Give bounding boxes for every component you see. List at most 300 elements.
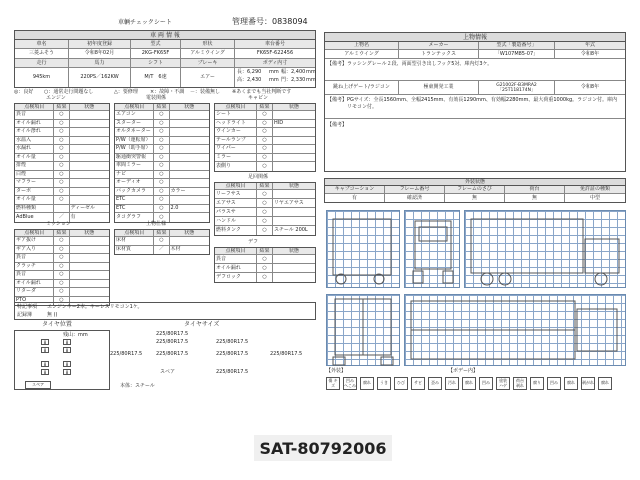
check-item-state xyxy=(70,120,109,129)
damage-icon: 凹み xyxy=(547,377,561,390)
tire-size-6: 225/80R17.5 xyxy=(216,351,249,357)
mission-title: ミッション xyxy=(46,221,71,227)
check-item-result: ／ xyxy=(154,246,169,255)
table-row xyxy=(15,162,109,171)
check-item-state xyxy=(70,246,109,255)
damage-icon: 凹み へこみ xyxy=(343,377,357,390)
table-row xyxy=(15,205,109,214)
check-item-result: ○ xyxy=(154,196,169,205)
damage-legend-interior: 【ボデー内】 xyxy=(448,368,479,374)
check-item-result: ○ xyxy=(54,254,69,263)
check-item-state xyxy=(170,171,209,180)
check-item-name: 床材質 xyxy=(115,246,154,255)
table-row xyxy=(115,162,209,171)
appearance-box xyxy=(324,178,626,203)
engine-header-cell: 点検項目 xyxy=(15,104,54,111)
damage-icon: 腐れ xyxy=(598,377,612,390)
damage-icon: ひび xyxy=(394,377,408,390)
body-width-unit: mm xyxy=(306,69,316,75)
check-item-name: 水温入 xyxy=(15,137,54,146)
check-item-name: クラッチ xyxy=(15,263,54,272)
check-item-result: ○ xyxy=(154,237,169,246)
check-item-state xyxy=(273,128,315,137)
check-item-result: ○ xyxy=(154,111,169,120)
truck-side-outline-left xyxy=(327,211,401,289)
check-item-result: ○ xyxy=(54,171,69,180)
check-item-state xyxy=(170,196,209,205)
check-item-state xyxy=(170,120,209,129)
table-row xyxy=(15,237,109,246)
check-item-result: ○ xyxy=(54,128,69,137)
mileage: 945km xyxy=(15,68,69,87)
table-row xyxy=(15,288,109,297)
upper_equip-header-cell: 状態 xyxy=(170,230,209,237)
check-item-state xyxy=(70,154,109,163)
upper-year: 令和8年 xyxy=(555,50,625,59)
truck-side-outline-right xyxy=(465,211,627,289)
check-item-result: ○ xyxy=(257,120,273,129)
check-item-name: リターダ xyxy=(15,288,54,297)
check-item-state xyxy=(70,128,109,137)
check-item-result: ○ xyxy=(154,154,169,163)
vehicle-info-row2-values xyxy=(15,68,315,87)
appearance-title: 外装状態 xyxy=(325,179,625,186)
check-item-result: ○ xyxy=(257,217,273,226)
upper-model: 「W107M85-07」 xyxy=(479,50,555,59)
legend-good: ◎：良好 xyxy=(14,89,34,95)
hdr-first-reg: 初年度登録 xyxy=(69,40,131,49)
def-title: デフ xyxy=(248,239,259,245)
check-item-name: 燃料種類 xyxy=(15,205,54,214)
table-row xyxy=(215,154,315,163)
table-row xyxy=(15,137,109,146)
check-item-name: ETC xyxy=(115,196,154,205)
damage-icons xyxy=(326,377,626,393)
hdr-mileage: 走行 xyxy=(15,59,69,68)
hdr-cab-caution: キャブコーション xyxy=(325,186,385,194)
cargo-bed: 無 xyxy=(505,194,565,202)
chassis-table xyxy=(214,182,316,236)
mission-table-header xyxy=(15,230,109,237)
check-item-result: ○ xyxy=(154,162,169,171)
check-item-state xyxy=(70,179,109,188)
truck-rear-outline xyxy=(327,295,401,367)
truck-front-diagram xyxy=(404,210,460,288)
check-item-result: ○ xyxy=(54,137,69,146)
upper-body-note1 xyxy=(325,59,625,81)
check-item-result xyxy=(54,205,69,214)
damage-icon: うき xyxy=(377,377,391,390)
check-item-state: 有 xyxy=(70,213,76,220)
hdr-frame-rust: フレームのさび xyxy=(445,186,505,194)
check-item-state xyxy=(273,154,315,163)
brake-type: エアー xyxy=(181,68,235,87)
tire-mark-rr1: 8 xyxy=(63,347,71,353)
table-row xyxy=(115,120,209,129)
check-item-result: ○ xyxy=(154,213,169,222)
records-label: 記録簿 xyxy=(17,312,33,318)
hdr-frame-no: フレーム番号 xyxy=(385,186,445,194)
table-row xyxy=(215,199,315,208)
check-item-name: オイル量 xyxy=(15,154,54,163)
check-item-name: パラスサ xyxy=(215,208,257,217)
check-item-name: オイル漏れ xyxy=(215,264,257,273)
electrical-title: 電装関係 xyxy=(146,95,167,101)
table-row xyxy=(215,264,315,273)
check-item-result: ○ xyxy=(54,280,69,289)
tire-size-8: 225/80R17.5 xyxy=(216,369,249,375)
tire-size-2: 225/80R17.5 xyxy=(156,339,189,345)
check-item-name: オイル漏れ xyxy=(15,120,54,129)
check-item-state xyxy=(273,255,315,264)
notes-label: 特記事項 xyxy=(17,304,38,310)
table-row xyxy=(115,128,209,137)
hdr-upper-maker: メーカー xyxy=(399,42,479,50)
stock-number: SAT-80792006 xyxy=(254,435,392,461)
check-item-result: ○ xyxy=(257,128,273,137)
tire-wheel-label: 本体：スチール xyxy=(120,383,155,389)
check-item-name: エアサス xyxy=(215,199,257,208)
hdr-upper-name: 上物名 xyxy=(325,42,399,50)
damage-icon: 汚れ xyxy=(445,377,459,390)
first-registration: 令和8年02月 xyxy=(69,49,131,59)
appearance-values xyxy=(325,194,625,202)
hdr-car-name: 車名 xyxy=(15,40,69,49)
mission-header-cell: 点検項目 xyxy=(15,230,54,237)
check-item-state xyxy=(70,111,109,120)
tire-mark-fr: 8 xyxy=(63,339,71,345)
check-item-name: マフラー xyxy=(15,179,54,188)
damage-icon: 歪み xyxy=(428,377,442,390)
table-row xyxy=(15,179,109,188)
check-item-state xyxy=(70,263,109,272)
sheet-title: 車輌チェックシート xyxy=(118,19,172,26)
frame-number: 確認済 xyxy=(385,194,445,202)
check-item-result: ○ xyxy=(154,145,169,154)
check-item-name: 白煙 xyxy=(15,171,54,180)
check-item-name: ヘッドライト xyxy=(215,120,257,129)
legend-caution: △：要修理 xyxy=(114,89,138,95)
note3-label: 【備考】 xyxy=(327,122,348,128)
table-row xyxy=(215,208,315,217)
engine-title: エンジン xyxy=(46,95,66,101)
table-row xyxy=(15,145,109,154)
check-item-name: タコグラフ xyxy=(115,213,154,222)
table-row xyxy=(15,120,109,129)
table-row xyxy=(215,111,315,120)
check-item-result: ○ xyxy=(54,271,69,280)
def-table xyxy=(214,247,316,283)
check-item-state xyxy=(70,145,109,154)
body-shape: アルミウイング xyxy=(181,49,235,59)
note2-label: 【備考】 xyxy=(327,97,348,103)
check-item-name: 異音 xyxy=(15,254,54,263)
check-item-state xyxy=(70,254,109,263)
check-item-state xyxy=(170,162,209,171)
chassis-header-cell: 点検項目 xyxy=(215,183,257,190)
body-width: 幅：2,400 xyxy=(281,69,306,75)
def-header-cell: 点検項目 xyxy=(215,248,257,255)
check-item-name: シート xyxy=(215,111,257,120)
legend-bad: ×：故障・不調 xyxy=(150,89,185,95)
check-item-name: ETC xyxy=(115,205,154,214)
upper-body-values xyxy=(325,50,625,59)
check-item-result: ○ xyxy=(257,145,273,154)
check-item-name: デフロック xyxy=(215,273,257,282)
check-item-result: ○ xyxy=(54,237,69,246)
table-row xyxy=(215,255,315,264)
tire-mark-rl2: 8 xyxy=(41,361,49,367)
check-item-result: ○ xyxy=(257,273,273,282)
table-row xyxy=(215,226,315,235)
cabin-table xyxy=(214,103,316,172)
table-row xyxy=(215,162,315,171)
table-row xyxy=(15,128,109,137)
damage-icon: 剥がれ xyxy=(581,377,595,390)
table-row xyxy=(15,154,109,163)
check-item-state xyxy=(273,162,315,171)
cabin-title: キャビン xyxy=(248,95,269,101)
check-item-name: ミラー xyxy=(215,154,257,163)
electrical-header-cell: 状態 xyxy=(170,104,209,111)
check-item-result: ○ xyxy=(54,111,69,120)
check-item-name: 異音 xyxy=(215,255,257,264)
table-row xyxy=(15,188,109,197)
table-row xyxy=(115,111,209,120)
table-row xyxy=(15,280,109,289)
check-item-state xyxy=(273,190,315,199)
check-item-state xyxy=(273,273,315,282)
check-item-state xyxy=(70,271,109,280)
check-item-result: ○ xyxy=(257,208,273,217)
body-length: 長：6,290 xyxy=(237,69,262,75)
cabin-table-header xyxy=(215,104,315,111)
chassis-number: FK65F-622456 xyxy=(235,49,315,59)
vehicle-info-row1-headers xyxy=(15,40,315,49)
tire-size-1: 225/80R17.5 xyxy=(156,331,189,337)
tire-size-grid xyxy=(110,330,316,390)
check-item-state xyxy=(170,237,209,246)
body-height-unit: mm xyxy=(269,77,279,83)
check-item-result: ○ xyxy=(257,255,273,264)
hdr-model: 型式 xyxy=(131,40,181,49)
electrical-header-cell: 結果 xyxy=(154,104,169,111)
table-row xyxy=(15,271,109,280)
check-item-name: 燃料タンク xyxy=(215,226,257,235)
check-item-state: 木材 xyxy=(170,246,181,253)
table-row xyxy=(215,120,315,129)
truck-top-outline xyxy=(405,295,627,367)
body-dimensions xyxy=(235,68,315,87)
check-item-state xyxy=(273,111,315,120)
check-item-name: オイル漏れ xyxy=(15,280,54,289)
license-type: 中型 xyxy=(589,194,600,201)
table-row xyxy=(215,217,315,226)
cabin-header-cell: 点検項目 xyxy=(215,104,257,111)
body-length-unit: mm xyxy=(269,69,279,75)
check-item-state xyxy=(170,145,209,154)
body-gate-height: 門：2,330 xyxy=(281,77,306,83)
check-item-state xyxy=(273,208,315,217)
body-gate-unit: mm xyxy=(306,77,316,83)
gate-row xyxy=(325,81,625,95)
tire-unit: 残山：mm xyxy=(63,332,88,338)
gate-maker: 極東開発工業 xyxy=(399,81,479,95)
engine-table xyxy=(14,103,110,223)
check-item-state: カラー xyxy=(170,188,209,197)
frame-rust: 無 xyxy=(445,194,505,202)
check-item-state: HID xyxy=(273,120,315,129)
check-item-name: リーフサス xyxy=(215,190,257,199)
check-item-state xyxy=(170,179,209,188)
table-row xyxy=(215,273,315,282)
check-item-name: エアコン xyxy=(115,111,154,120)
def-header-cell: 結果 xyxy=(257,248,273,255)
tire-mark-rr3: 8 xyxy=(63,369,71,375)
table-row xyxy=(115,179,209,188)
damage-icon: 腐り xyxy=(530,377,544,390)
upper-body-title: 上物情報 xyxy=(325,33,625,42)
check-item-state xyxy=(273,264,315,273)
hdr-chassis-no: 車台番号 xyxy=(235,40,315,49)
vehicle-info-table xyxy=(14,30,316,88)
control-number: 管理番号：0838094 xyxy=(232,17,308,26)
table-row xyxy=(115,171,209,180)
table-row xyxy=(15,254,109,263)
damage-icon: 傷 キズ xyxy=(326,377,340,390)
truck-front-outline xyxy=(405,211,461,289)
upper-body-note2 xyxy=(325,95,625,119)
check-item-result: ○ xyxy=(54,145,69,154)
electrical-header-cell: 点検項目 xyxy=(115,104,154,111)
chassis-title: 足回関係 xyxy=(248,174,269,180)
check-item-name: テールランプ xyxy=(215,137,257,146)
check-item-result: ○ xyxy=(257,137,273,146)
hdr-upper-year: 年式 xyxy=(555,42,625,50)
legend-note: ※あくまでも当社判断です xyxy=(232,89,292,95)
check-item-name: AdBlue xyxy=(15,213,54,222)
check-item-result: ○ xyxy=(257,264,273,273)
check-item-result: ○ xyxy=(54,196,69,205)
note1-label: 【備考】 xyxy=(327,61,348,67)
check-item-name: 表側り xyxy=(215,162,257,171)
check-item-result: ○ xyxy=(257,199,273,208)
check-item-name: 異音 xyxy=(15,111,54,120)
check-item-state xyxy=(70,196,109,205)
check-item-name: P/W（運転席） xyxy=(115,137,154,146)
check-item-result: ○ xyxy=(257,190,273,199)
table-row xyxy=(215,137,315,146)
def-table-header xyxy=(215,248,315,255)
check-item-result: ○ xyxy=(154,137,169,146)
upper-body-box xyxy=(324,32,626,172)
hdr-shift: シフト xyxy=(131,59,181,68)
tire-mark-rl3: 8 xyxy=(41,369,49,375)
upper-name: アルミウイング xyxy=(325,50,399,59)
check-item-state xyxy=(170,213,209,222)
gate-year: 令和8年 xyxy=(555,81,625,95)
table-row xyxy=(115,145,209,154)
spare-tire-icon: スペア xyxy=(25,381,51,389)
chassis-header-cell: 結果 xyxy=(257,183,273,190)
check-item-result: ○ xyxy=(154,179,169,188)
def-header-cell: 状態 xyxy=(273,248,315,255)
engine-header-cell: 結果 xyxy=(54,104,69,111)
damage-icon: サビ xyxy=(411,377,425,390)
cabin-header-cell: 状態 xyxy=(273,104,315,111)
check-item-name: 駆通衝突警報 xyxy=(115,154,154,163)
engine-table-header xyxy=(15,104,109,111)
transmission: M/T 6速 xyxy=(131,68,181,87)
notes-box xyxy=(14,302,316,320)
vehicle-info-title: 車 両 情 報 xyxy=(15,31,315,40)
hdr-body-dims: ボディ内寸 xyxy=(235,59,315,68)
check-item-result: ○ xyxy=(54,188,69,197)
chassis-header-cell: 状態 xyxy=(273,183,315,190)
table-row xyxy=(15,171,109,180)
table-row xyxy=(115,237,209,246)
check-item-name: PTO xyxy=(15,297,54,306)
vehicle-info-row2-headers xyxy=(15,59,315,68)
horsepower: 220PS／162KW xyxy=(69,68,131,87)
cabin-header-cell: 結果 xyxy=(257,104,273,111)
check-item-state: リヤエアサス xyxy=(273,199,315,208)
check-item-result: ○ xyxy=(154,205,169,214)
check-item-name: 床材 xyxy=(115,237,154,246)
check-item-state xyxy=(170,111,209,120)
gate-model: G21002F-B3MRA2「25T118174N」 xyxy=(479,81,555,95)
legend-normal: ○：通常走行問題なし xyxy=(44,89,94,95)
hdr-shape: 形状 xyxy=(181,40,235,49)
check-item-name: 水漏れ xyxy=(15,145,54,154)
legend-none: －：装備無し xyxy=(190,89,221,95)
tire-size-7: 225/80R17.5 xyxy=(270,351,303,357)
check-item-result: ○ xyxy=(54,288,69,297)
check-item-result: ○ xyxy=(154,171,169,180)
check-item-name: オイル滲れ xyxy=(15,128,54,137)
damage-icon: 腐れ xyxy=(360,377,374,390)
check-item-state xyxy=(70,188,109,197)
check-item-name: バックカメラ xyxy=(115,188,154,197)
notes-value: エンジンキー2本。キーレスリモコン1ケ。 xyxy=(47,304,143,310)
damage-icon: 塗装 ハゲ xyxy=(496,377,510,390)
check-item-name: オーディオ xyxy=(115,179,154,188)
truck-side-diagram-left xyxy=(326,210,400,288)
table-row xyxy=(15,263,109,272)
upper_equip-header-cell: 結果 xyxy=(154,230,169,237)
truck-rear-diagram xyxy=(326,294,400,366)
damage-icon: 凹み xyxy=(479,377,493,390)
appearance-headers xyxy=(325,186,625,194)
check-item-result: ○ xyxy=(54,179,69,188)
check-item-name: オルタネーター xyxy=(115,128,154,137)
check-item-name: ハンドル xyxy=(215,217,257,226)
cab-caution: 有 xyxy=(325,194,385,202)
check-item-state xyxy=(70,237,109,246)
table-row xyxy=(15,111,109,120)
check-item-result: ○ xyxy=(54,120,69,129)
table-row xyxy=(15,196,109,205)
check-item-result: ○ xyxy=(257,162,273,171)
hdr-upper-model: 型式「製造番号」 xyxy=(479,42,555,50)
tire-diagram xyxy=(14,330,110,390)
records-value: 無 () xyxy=(47,312,58,318)
hdr-license: 免許証の種類 xyxy=(565,186,625,194)
truck-top-diagram xyxy=(404,294,626,366)
tire-size-5: 225/80R17.5 xyxy=(156,351,189,357)
check-item-state xyxy=(70,280,109,289)
tire-size-4: 225/80R17.5 xyxy=(110,351,143,357)
